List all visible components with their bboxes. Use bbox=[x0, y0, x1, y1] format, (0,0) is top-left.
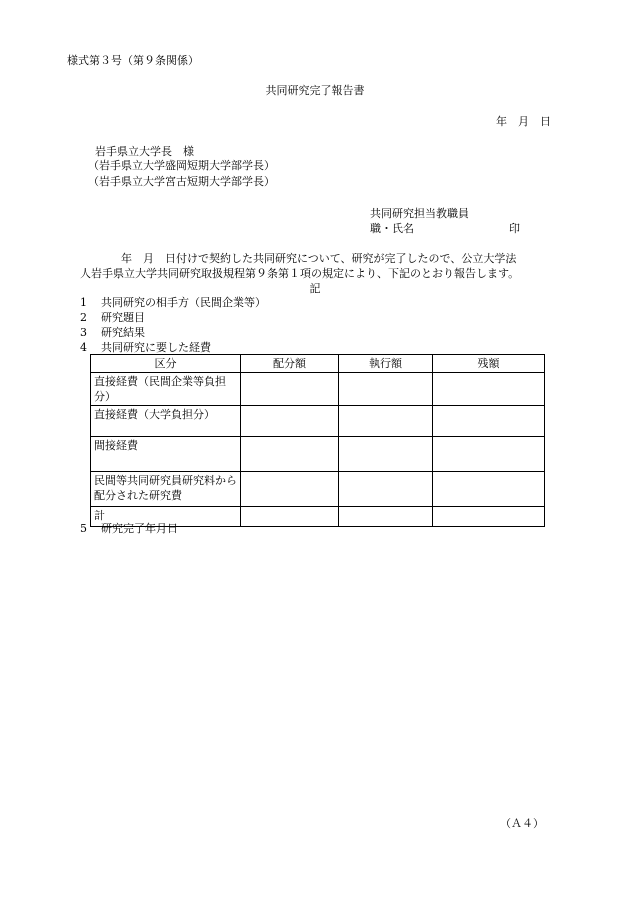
remaining-cell[interactable] bbox=[433, 507, 545, 527]
allocated-cell[interactable] bbox=[241, 507, 339, 527]
row-label: 間接経費 bbox=[91, 437, 241, 472]
record-label: 記 bbox=[309, 282, 321, 295]
executed-cell[interactable] bbox=[339, 437, 433, 472]
header-remaining: 残額 bbox=[433, 355, 545, 373]
remaining-cell[interactable] bbox=[433, 437, 545, 472]
row-label: 直接経費（大学負担分） bbox=[91, 406, 241, 437]
addressee-morioka: （岩手県立大学盛岡短期大学部学長） bbox=[88, 159, 275, 172]
expense-table bbox=[90, 354, 545, 527]
item-completion-date bbox=[80, 523, 178, 534]
allocated-cell[interactable] bbox=[241, 373, 339, 406]
item-label: 共同研究に要した経費 bbox=[101, 341, 211, 354]
item-label: 研究完了年月日 bbox=[101, 522, 178, 535]
allocated-cell[interactable] bbox=[241, 472, 339, 507]
remaining-cell[interactable] bbox=[433, 406, 545, 437]
item-partner bbox=[80, 297, 266, 308]
table-row bbox=[91, 437, 545, 472]
addressee-president: 岩手県立大学長 様 bbox=[95, 145, 194, 158]
allocated-cell[interactable] bbox=[241, 437, 339, 472]
document-title: 共同研究完了報告書 bbox=[265, 84, 365, 97]
body-text-line-1: 年 月 日付けで契約した共同研究について、研究が完了したので、公立大学法 bbox=[121, 252, 517, 265]
table-row bbox=[91, 406, 545, 437]
item-label: 研究結果 bbox=[101, 326, 145, 339]
row-label: 計 bbox=[91, 507, 241, 527]
remaining-cell[interactable] bbox=[433, 373, 545, 406]
item-number: 4 bbox=[80, 341, 87, 354]
reporter-title: 共同研究担当教職員 bbox=[370, 207, 469, 220]
item-research-theme bbox=[80, 312, 145, 323]
item-label: 研究題目 bbox=[101, 311, 145, 324]
seal-label: 印 bbox=[509, 222, 520, 235]
form-number: 様式第３号（第９条関係） bbox=[67, 54, 199, 67]
expense-table-header bbox=[91, 355, 545, 373]
item-expenses bbox=[80, 342, 211, 353]
header-allocated: 配分額 bbox=[241, 355, 339, 373]
item-label: 共同研究の相手方（民間企業等） bbox=[101, 296, 266, 309]
executed-cell[interactable] bbox=[339, 406, 433, 437]
reporter-name-label: 職・氏名 bbox=[370, 222, 414, 235]
paper-size-label: （Ａ４） bbox=[500, 817, 544, 830]
executed-cell[interactable] bbox=[339, 373, 433, 406]
body-text-line-2: 人岩手県立大学共同研究取扱規程第９条第１項の規定により、下記のとおり報告します。 bbox=[80, 267, 520, 280]
header-category: 区分 bbox=[91, 355, 241, 373]
date-line: 年 月 日 bbox=[496, 115, 551, 128]
row-label: 民間等共同研究員研究料から配分された研究費 bbox=[91, 472, 241, 507]
remaining-cell[interactable] bbox=[433, 472, 545, 507]
addressee-miyako: （岩手県立大学宮古短期大学部学長） bbox=[88, 175, 275, 188]
item-number: 3 bbox=[80, 326, 87, 339]
header-executed: 執行額 bbox=[339, 355, 433, 373]
allocated-cell[interactable] bbox=[241, 406, 339, 437]
item-number: 1 bbox=[80, 296, 87, 309]
executed-cell[interactable] bbox=[339, 472, 433, 507]
table-row bbox=[91, 373, 545, 406]
item-research-results bbox=[80, 327, 145, 338]
row-label: 直接経費（民間企業等負担分） bbox=[91, 373, 241, 406]
executed-cell[interactable] bbox=[339, 507, 433, 527]
item-number: 5 bbox=[80, 522, 87, 535]
item-number: 2 bbox=[80, 311, 87, 324]
table-row bbox=[91, 472, 545, 507]
